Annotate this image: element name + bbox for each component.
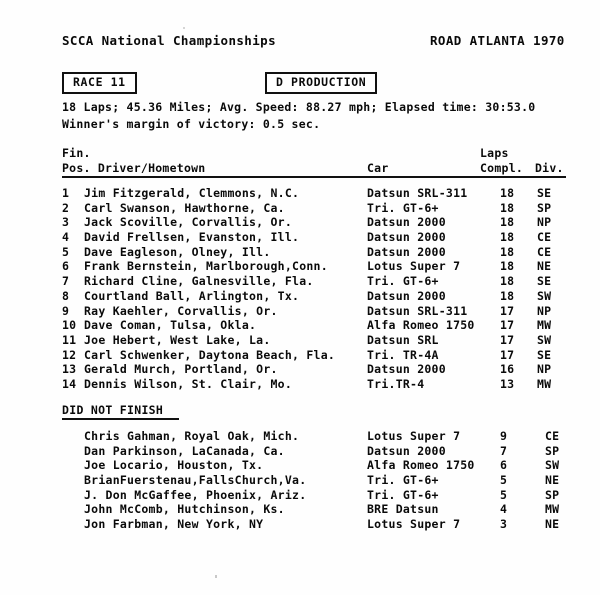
race-summary-line-1: 18 Laps; 45.36 Miles; Avg. Speed: 88.27 mph; Elapsed time: 30:53.0 bbox=[62, 100, 536, 114]
cell-position: 8 bbox=[62, 288, 70, 303]
cell-division: SW bbox=[545, 458, 560, 473]
cell-laps-completed: 13 bbox=[500, 376, 515, 391]
cell-driver-hometown: Chris Gahman, Royal Oak, Mich. bbox=[84, 429, 300, 443]
cell-position: 1 bbox=[62, 186, 70, 200]
cell-laps-completed: 4 bbox=[500, 502, 508, 517]
cell-driver-hometown: Frank Bernstein, Marlborough,Conn. bbox=[84, 259, 328, 274]
cell-car: Datsun 2000 bbox=[367, 244, 446, 259]
dnf-table bbox=[0, 429, 600, 532]
cell-car: Tri. GT-6+ bbox=[367, 487, 439, 502]
table-row bbox=[0, 333, 600, 348]
cell-car: BRE Datsun bbox=[367, 502, 439, 517]
table-row bbox=[0, 215, 600, 230]
cell-position: 6 bbox=[62, 259, 70, 274]
cell-driver-hometown: Richard Cline, Galnesville, Fla. bbox=[84, 274, 314, 289]
cell-car: Datsun 2000 bbox=[367, 215, 446, 230]
cell-driver-hometown: Ray Kaehler, Corvallis, Or. bbox=[84, 303, 278, 318]
cell-car: Lotus Super 7 bbox=[367, 517, 461, 532]
table-row bbox=[0, 230, 600, 245]
cell-laps-completed: 3 bbox=[500, 517, 508, 532]
cell-laps-completed: 9 bbox=[500, 429, 508, 443]
cell-laps-completed: 16 bbox=[500, 362, 515, 377]
cell-driver-hometown: Carl Schwenker, Daytona Beach, Fla. bbox=[84, 347, 336, 362]
cell-driver-hometown: J. Don McGaffee, Phoenix, Ariz. bbox=[84, 487, 307, 502]
cell-position: 10 bbox=[62, 318, 77, 333]
cell-driver-hometown: Carl Swanson, Hawthorne, Ca. bbox=[84, 200, 285, 215]
document-title: SCCA National Championships bbox=[62, 33, 276, 48]
cell-division: SP bbox=[545, 443, 560, 458]
column-header-pos-driver: Pos. Driver/Hometown bbox=[62, 161, 206, 175]
cell-position: 2 bbox=[62, 200, 70, 215]
cell-driver-hometown: Joe Hebert, West Lake, La. bbox=[84, 332, 271, 347]
cell-division: SE bbox=[537, 347, 552, 362]
cell-position: 4 bbox=[62, 230, 70, 245]
cell-division: SW bbox=[537, 288, 552, 303]
cell-car: Tri. TR-4A bbox=[367, 347, 439, 362]
cell-car: Lotus Super 7 bbox=[367, 259, 461, 274]
cell-laps-completed: 6 bbox=[500, 458, 508, 473]
cell-position: 14 bbox=[62, 376, 77, 391]
cell-division: CE bbox=[537, 244, 552, 259]
cell-division: NP bbox=[537, 362, 552, 377]
cell-car: Datsun 2000 bbox=[367, 443, 446, 458]
cell-laps-completed: 18 bbox=[500, 274, 515, 289]
cell-car: Datsun SRL bbox=[367, 332, 439, 347]
cell-laps-completed: 7 bbox=[500, 443, 508, 458]
cell-laps-completed: 18 bbox=[500, 259, 515, 274]
cell-division: NP bbox=[537, 215, 552, 230]
column-header-fin: Fin. bbox=[62, 146, 91, 160]
table-row bbox=[0, 274, 600, 289]
cell-driver-hometown: Dave Coman, Tulsa, Okla. bbox=[84, 318, 257, 333]
table-row bbox=[0, 318, 600, 333]
column-header-car: Car bbox=[367, 161, 389, 175]
cell-laps-completed: 17 bbox=[500, 347, 515, 362]
table-row bbox=[0, 348, 600, 363]
cell-driver-hometown: Jim Fitzgerald, Clemmons, N.C. bbox=[84, 186, 300, 200]
cell-laps-completed: 18 bbox=[500, 186, 515, 200]
cell-division: CE bbox=[545, 429, 560, 443]
header-underline bbox=[62, 176, 566, 178]
column-header-compl: Compl. bbox=[480, 161, 524, 175]
cell-division: MW bbox=[537, 376, 552, 391]
cell-car: Tri.TR-4 bbox=[367, 376, 425, 391]
column-header-div: Div. bbox=[535, 161, 564, 175]
cell-laps-completed: 18 bbox=[500, 288, 515, 303]
race-number-box: RACE 11 bbox=[62, 72, 137, 94]
cell-division: SP bbox=[545, 487, 560, 502]
table-row bbox=[0, 289, 600, 304]
cell-division: MW bbox=[537, 318, 552, 333]
cell-division: SE bbox=[537, 186, 552, 200]
cell-car: Tri. GT-6+ bbox=[367, 200, 439, 215]
cell-division: CE bbox=[537, 230, 552, 245]
cell-driver-hometown: John McComb, Hutchinson, Ks. bbox=[84, 502, 285, 517]
table-row bbox=[0, 304, 600, 319]
cell-driver-hometown: Dennis Wilson, St. Clair, Mo. bbox=[84, 376, 293, 391]
cell-laps-completed: 17 bbox=[500, 303, 515, 318]
cell-car: Alfa Romeo 1750 bbox=[367, 458, 475, 473]
cell-division: SW bbox=[537, 332, 552, 347]
cell-driver-hometown: Joe Locario, Houston, Tx. bbox=[84, 458, 264, 473]
cell-laps-completed: 18 bbox=[500, 200, 515, 215]
cell-driver-hometown: Dan Parkinson, LaCanada, Ca. bbox=[84, 443, 285, 458]
event-title: ROAD ATLANTA 1970 bbox=[430, 33, 565, 48]
race-summary-line-2: Winner's margin of victory: 0.5 sec. bbox=[62, 117, 321, 131]
cell-driver-hometown: Jon Farbman, New York, NY bbox=[84, 517, 264, 532]
cell-division: SP bbox=[537, 200, 552, 215]
dnf-section-title: DID NOT FINISH bbox=[62, 403, 164, 417]
scan-artifact-bottom bbox=[215, 575, 217, 578]
cell-driver-hometown: Gerald Murch, Portland, Or. bbox=[84, 362, 278, 377]
cell-driver-hometown: David Frellsen, Evanston, Ill. bbox=[84, 230, 300, 245]
cell-driver-hometown: BrianFuerstenau,FallsChurch,Va. bbox=[84, 473, 307, 488]
cell-car: Tri. GT-6+ bbox=[367, 274, 439, 289]
cell-driver-hometown: Courtland Ball, Arlington, Tx. bbox=[84, 288, 300, 303]
cell-position: 9 bbox=[62, 303, 70, 318]
table-row bbox=[0, 517, 600, 532]
table-row bbox=[0, 502, 600, 517]
cell-laps-completed: 17 bbox=[500, 332, 515, 347]
table-row bbox=[0, 488, 600, 503]
cell-division: NE bbox=[545, 517, 560, 532]
cell-car: Datsun SRL-311 bbox=[367, 303, 468, 318]
cell-laps-completed: 5 bbox=[500, 487, 508, 502]
cell-position: 5 bbox=[62, 244, 70, 259]
table-row bbox=[0, 444, 600, 459]
cell-laps-completed: 18 bbox=[500, 215, 515, 230]
cell-division: NE bbox=[545, 473, 560, 488]
cell-car: Lotus Super 7 bbox=[367, 429, 461, 443]
table-row bbox=[0, 377, 600, 392]
cell-division: NE bbox=[537, 259, 552, 274]
table-row bbox=[0, 362, 600, 377]
cell-car: Datsun 2000 bbox=[367, 362, 446, 377]
cell-car: Alfa Romeo 1750 bbox=[367, 318, 475, 333]
cell-laps-completed: 18 bbox=[500, 230, 515, 245]
cell-position: 7 bbox=[62, 274, 70, 289]
scan-artifact bbox=[183, 27, 185, 29]
cell-car: Datsun 2000 bbox=[367, 230, 446, 245]
table-row bbox=[0, 245, 600, 260]
dnf-title-underline bbox=[62, 418, 179, 420]
cell-driver-hometown: Dave Eagleson, Olney, Ill. bbox=[84, 244, 271, 259]
cell-position: 12 bbox=[62, 347, 77, 362]
cell-position: 11 bbox=[62, 332, 77, 347]
cell-car: Datsun SRL-311 bbox=[367, 186, 468, 200]
table-row bbox=[0, 201, 600, 216]
cell-division: NP bbox=[537, 303, 552, 318]
cell-driver-hometown: Jack Scoville, Corvallis, Or. bbox=[84, 215, 293, 230]
table-row bbox=[0, 259, 600, 274]
table-row bbox=[0, 186, 600, 201]
cell-laps-completed: 18 bbox=[500, 244, 515, 259]
results-table bbox=[0, 186, 600, 392]
table-row bbox=[0, 458, 600, 473]
cell-laps-completed: 5 bbox=[500, 473, 508, 488]
table-row bbox=[0, 473, 600, 488]
cell-car: Tri. GT-6+ bbox=[367, 473, 439, 488]
column-header-laps: Laps bbox=[480, 146, 509, 160]
table-row bbox=[0, 429, 600, 444]
race-class-box: D PRODUCTION bbox=[265, 72, 377, 94]
cell-division: SE bbox=[537, 274, 552, 289]
cell-division: MW bbox=[545, 502, 560, 517]
cell-laps-completed: 17 bbox=[500, 318, 515, 333]
cell-car: Datsun 2000 bbox=[367, 288, 446, 303]
cell-position: 13 bbox=[62, 362, 77, 377]
cell-position: 3 bbox=[62, 215, 70, 230]
